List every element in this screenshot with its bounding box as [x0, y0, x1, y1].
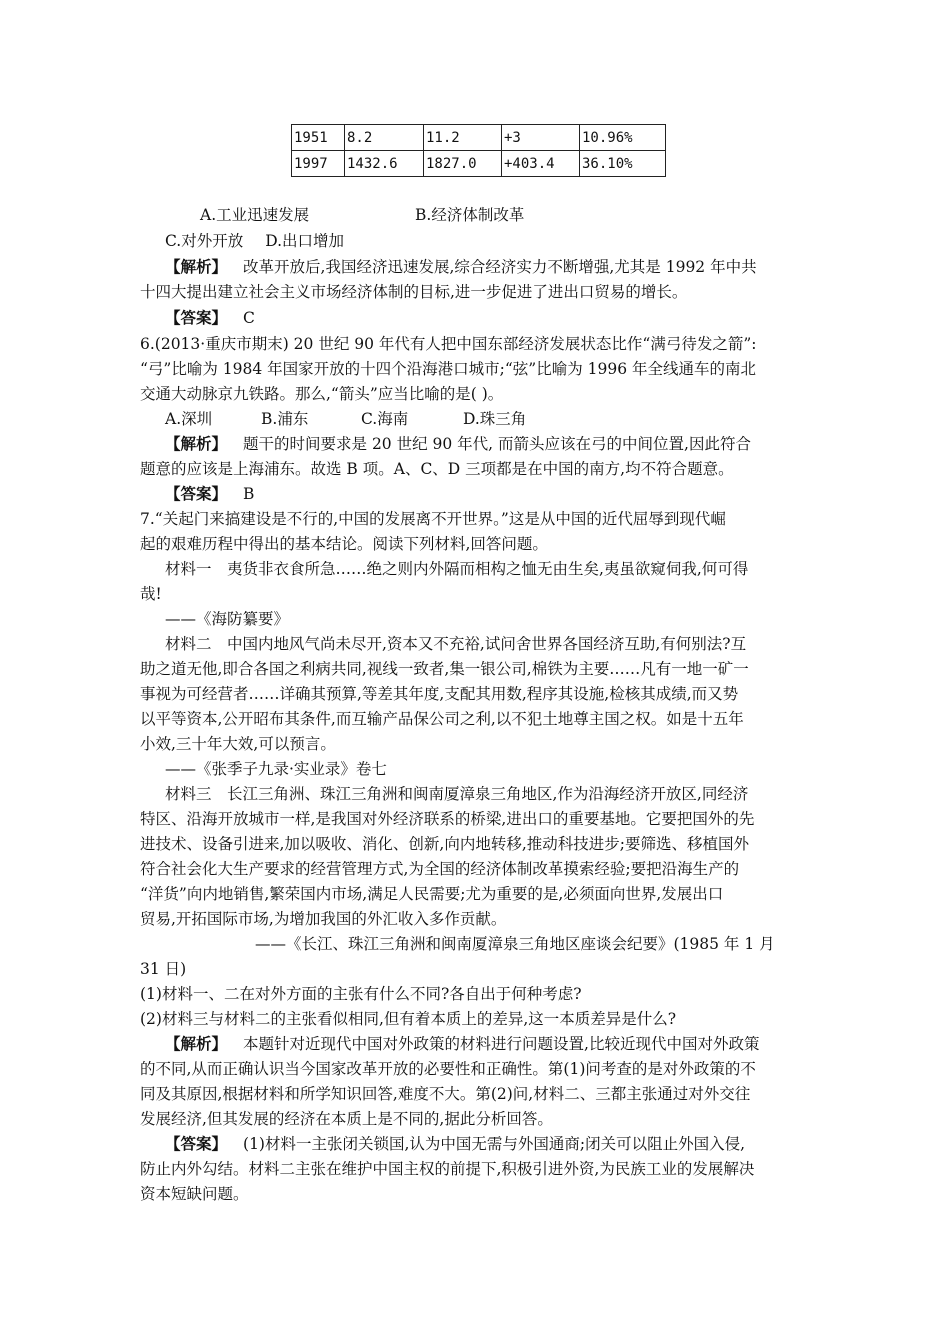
table-cell: 10.96%	[580, 125, 666, 151]
answer-tag: 【答案】	[165, 1134, 228, 1153]
q5-answer	[165, 306, 845, 330]
q7-material3-line2: 特区、沿海开放城市一样,是我国对外经济联系的桥梁,进出口的重要基地。它要把国外的先	[140, 810, 755, 828]
q7-material3-line3: 进技术、设备引进来,加以吸收、消化、创新,向内地转移,推动科技进步;要筛选、移植国外	[140, 835, 750, 853]
table-cell: 1951	[292, 125, 345, 151]
q5-option-a: A.工业迅速发展	[200, 206, 310, 224]
q7-answer-line3: 资本短缺问题。	[140, 1185, 249, 1203]
q7-analysis-line2: 的不同,从而正确认识当今国家改革开放的必要性和正确性。第(1)问考查的是对外政策的不	[140, 1060, 756, 1078]
table-row	[292, 125, 666, 151]
answer-text: B	[243, 485, 255, 503]
table-cell: +403.4	[502, 151, 580, 177]
q6-answer	[165, 482, 845, 506]
analysis-text: 改革开放后,我国经济迅速发展,综合经济实力不断增强,尤其是 1992 年中共	[243, 258, 757, 276]
q7-stem-line2: 起的艰难历程中得出的基本结论。阅读下列材料,回答问题。	[140, 535, 548, 553]
q7-material2-line4: 以平等资本,公开昭布其条件,而互输产品保公司之利,以不犯土地尊主国之权。如是十五年	[140, 710, 744, 728]
q7-analysis	[165, 1032, 845, 1056]
q6-options	[165, 407, 845, 431]
q6-analysis	[165, 432, 845, 456]
table-cell: 8.2	[345, 125, 424, 151]
q6-stem-line3: 交通大动脉京九铁路。那么,“箭头”应当比喻的是( )。	[140, 385, 504, 403]
q7-answer-line2: 防止内外勾结。材料二主张在维护中国主权的前提下,积极引进外资,为民族工业的发展解决	[140, 1160, 755, 1178]
q7-material2-source: ——《张季子九录·实业录》卷七	[165, 760, 387, 778]
q7-material2-line2: 助之道无他,即合各国之利病共同,视线一致者,集一银公司,棉铁为主要……凡有一地一矿一	[140, 660, 749, 678]
table-row	[292, 151, 666, 177]
q6-stem-line2: “弓”比喻为 1984 年国家开放的十四个沿海港口城市;“弦”比喻为 1996 年全线通车的南北	[140, 360, 757, 378]
q6-stem-line1: 6.(2013·重庆市期末) 20 世纪 90 年代有人把中国东部经济发展状态比作“满弓待发之箭”:	[140, 335, 757, 353]
q7-question1: (1)材料一、二在对外方面的主张有什么不同?各自出于何种考虑?	[140, 985, 582, 1003]
q7-material3-source-date: 31 日)	[140, 960, 187, 978]
analysis-tag: 【解析】	[165, 1034, 228, 1053]
q7-material2-line5: 小效,三十年大效,可以预言。	[140, 735, 336, 753]
answer-tag: 【答案】	[165, 484, 228, 503]
q7-material1-line2: 哉!	[140, 585, 162, 603]
q7-stem-line1: 7.“关起门来搞建设是不行的,中国的发展离不开世界。”这是从中国的近代屈辱到现代崛	[140, 510, 726, 528]
q7-material1-source: ——《海防纂要》	[165, 610, 290, 628]
table-cell: 1432.6	[345, 151, 424, 177]
q7-material1-line1: 材料一 夷货非衣食所急……绝之则内外隔而相构之恤无由生矣,夷虽欲窥伺我,何可得	[165, 560, 749, 578]
q5-option-d: D.出口增加	[265, 232, 345, 250]
q5-option-c: C.对外开放	[165, 232, 244, 250]
table-cell: 1827.0	[424, 151, 502, 177]
q7-material3-line6: 贸易,开拓国际市场,为增加我国的外汇收入多作贡献。	[140, 910, 507, 928]
answer-tag: 【答案】	[165, 308, 228, 327]
q5-analysis-line2: 十四大提出建立社会主义市场经济体制的目标,进一步促进了进出口贸易的增长。	[140, 283, 688, 301]
q7-material3-line4: 符合社会化大生产要求的经营管理方式,为全国的经济体制改革摸索经验;要把沿海生产的	[140, 860, 740, 878]
q6-option-b: B.浦东	[261, 410, 309, 428]
q5-option-b: B.经济体制改革	[415, 206, 525, 224]
q5-analysis	[165, 255, 845, 279]
table-cell: 11.2	[424, 125, 502, 151]
table-cell: 36.10%	[580, 151, 666, 177]
q7-material2-line1: 材料二 中国内地风气尚未尽开,资本又不充裕,试问舍世界各国经济互助,有何别法?互	[165, 635, 747, 653]
data-table	[291, 124, 666, 177]
q7-answer	[165, 1132, 845, 1156]
analysis-tag: 【解析】	[165, 257, 228, 276]
analysis-tag: 【解析】	[165, 434, 228, 453]
q5-options-row1	[200, 203, 880, 227]
q5-options-row2	[165, 229, 845, 253]
q7-analysis-line4: 发展经济,但其发展的经济在本质上是不同的,据此分析回答。	[140, 1110, 553, 1128]
q7-material3-line1: 材料三 长江三角洲、珠江三角洲和闽南厦漳泉三角地区,作为沿海经济开放区,同经济	[165, 785, 749, 803]
table-cell: 1997	[292, 151, 345, 177]
q7-material3-line5: “洋货”向内地销售,繁荣国内市场,满足人民需要;尤为重要的是,必须面向世界,发展出口	[140, 885, 724, 903]
q7-question2: (2)材料三与材料二的主张看似相同,但有着本质上的差异,这一本质差异是什么?	[140, 1010, 677, 1028]
q6-option-a: A.深圳	[165, 410, 213, 428]
q6-option-c: C.海南	[361, 410, 409, 428]
q7-analysis-line3: 同及其原因,根据材料和所学知识回答,难度不大。第(2)问,材料二、三都主张通过对外交往	[140, 1085, 751, 1103]
answer-text: C	[243, 309, 255, 327]
q6-option-d: D.珠三角	[463, 410, 527, 428]
q7-material2-line3: 事视为可经营者……详确其预算,等差其年度,支配其用数,程序其设施,检核其成绩,而又势	[140, 685, 739, 703]
q7-material3-source: ——《长江、珠江三角洲和闽南厦漳泉三角地区座谈会纪要》(1985 年 1 月	[255, 935, 775, 953]
analysis-text: 题干的时间要求是 20 世纪 90 年代, 而箭头应该在弓的中间位置,因此符合	[243, 435, 751, 453]
analysis-text: 本题针对近现代中国对外政策的材料进行问题设置,比较近现代中国对外政策	[243, 1035, 760, 1053]
q6-analysis-line2: 题意的应该是上海浦东。故选 B 项。A、C、D 三项都是在中国的南方,均不符合题意。	[140, 460, 734, 478]
table-cell: +3	[502, 125, 580, 151]
answer-text: (1)材料一主张闭关锁国,认为中国无需与外国通商;闭关可以阻止外国入侵,	[243, 1135, 746, 1153]
